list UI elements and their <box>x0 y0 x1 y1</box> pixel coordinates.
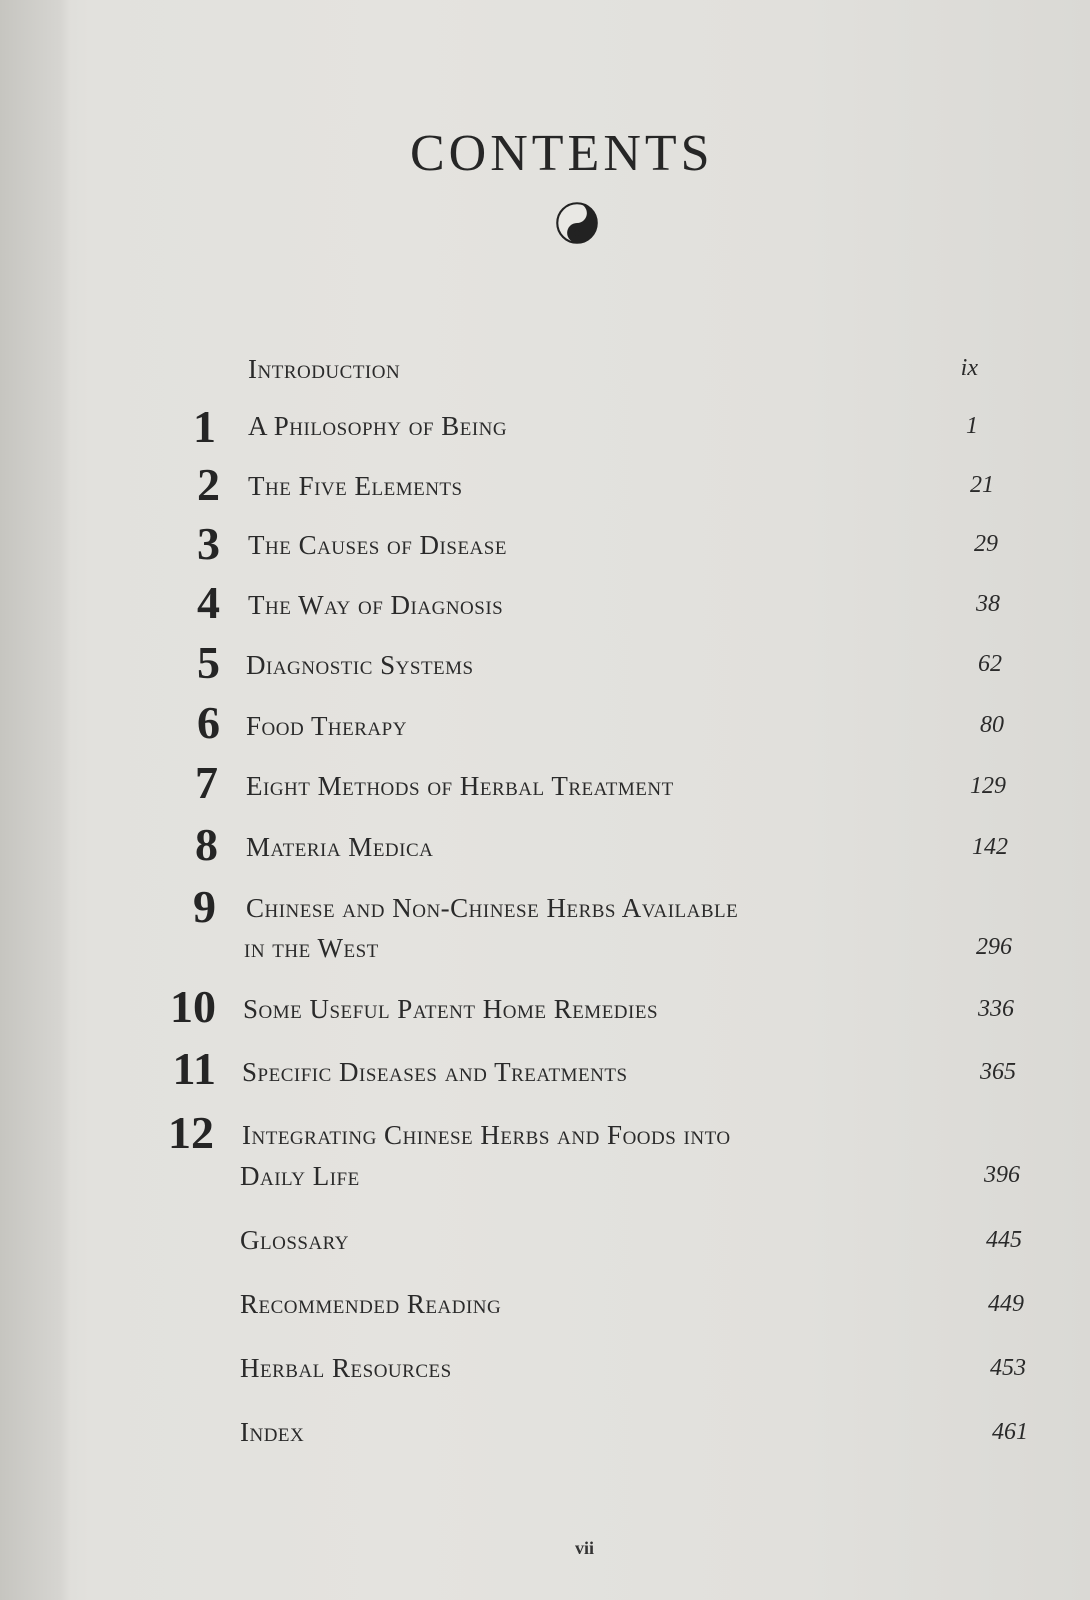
toc-entry-title-continued: in the West <box>244 933 379 963</box>
toc-entry-title: Eight Methods of Herbal Treatment <box>246 771 674 801</box>
chapter-number: 6 <box>197 697 220 748</box>
toc-entry-page: 80 <box>980 712 1004 738</box>
toc-entry-page: 21 <box>970 472 994 498</box>
toc-entry-page: ix <box>960 355 978 381</box>
toc-entry-title: Specific Diseases and Treatments <box>242 1057 628 1087</box>
chapter-number: 12 <box>168 1107 214 1158</box>
toc-entry-page: 1 <box>966 413 978 439</box>
toc-entry-title: The Causes of Disease <box>248 530 507 560</box>
toc-entry-title: Chinese and Non-Chinese Herbs Available <box>246 893 739 923</box>
toc-entry-title: Diagnostic Systems <box>246 650 474 680</box>
toc-entry-page: 365 <box>980 1059 1016 1085</box>
toc-entry-page: 296 <box>976 934 1012 960</box>
toc-entry-title: Introduction <box>248 354 401 384</box>
toc-entry-title: Materia Medica <box>246 832 434 862</box>
toc-entry-title: Integrating Chinese Herbs and Foods into <box>242 1120 731 1150</box>
toc-entry-page: 129 <box>970 773 1006 799</box>
toc-entry-title-continued: Daily Life <box>240 1161 360 1191</box>
toc-entry-page: 453 <box>990 1355 1026 1381</box>
toc-entry-page: 396 <box>984 1162 1020 1188</box>
page-number: vii <box>575 1538 595 1558</box>
toc-entry-title: The Five Elements <box>248 471 463 501</box>
chapter-number: 4 <box>197 577 220 628</box>
toc-entry-title: Herbal Resources <box>240 1353 452 1383</box>
toc-entry-title: Some Useful Patent Home Remedies <box>243 994 659 1024</box>
toc-entry-title: Food Therapy <box>246 711 407 741</box>
toc-entry-page: 336 <box>978 996 1014 1022</box>
yin-yang-icon <box>556 202 598 244</box>
toc-entry-title: Index <box>240 1417 305 1447</box>
chapter-number: 2 <box>197 459 220 510</box>
chapter-number: 1 <box>193 401 216 452</box>
chapter-number: 11 <box>172 1043 216 1094</box>
toc-entry-page: 445 <box>986 1227 1022 1253</box>
toc-entry-page: 38 <box>976 591 1000 617</box>
chapter-number: 10 <box>170 981 216 1032</box>
chapter-number: 7 <box>195 757 218 808</box>
contents-heading: CONTENTS <box>410 125 714 182</box>
chapter-number: 9 <box>193 881 216 932</box>
toc-entry-page: 29 <box>974 531 998 557</box>
chapter-number: 3 <box>197 518 220 569</box>
chapter-number: 5 <box>197 637 220 688</box>
toc-entry-title: Glossary <box>240 1225 350 1255</box>
chapter-number: 8 <box>195 819 218 870</box>
toc-entry-title: A Philosophy of Being <box>248 411 508 441</box>
toc-entry-page: 62 <box>978 651 1002 677</box>
toc-entry-page: 142 <box>972 834 1008 860</box>
toc-entry-page: 461 <box>992 1419 1028 1445</box>
page-gutter-shadow <box>0 0 70 1600</box>
toc-entry-title: The Way of Diagnosis <box>248 590 504 620</box>
toc-entry-page: 449 <box>988 1291 1024 1317</box>
toc-entry-title: Recommended Reading <box>240 1289 502 1319</box>
